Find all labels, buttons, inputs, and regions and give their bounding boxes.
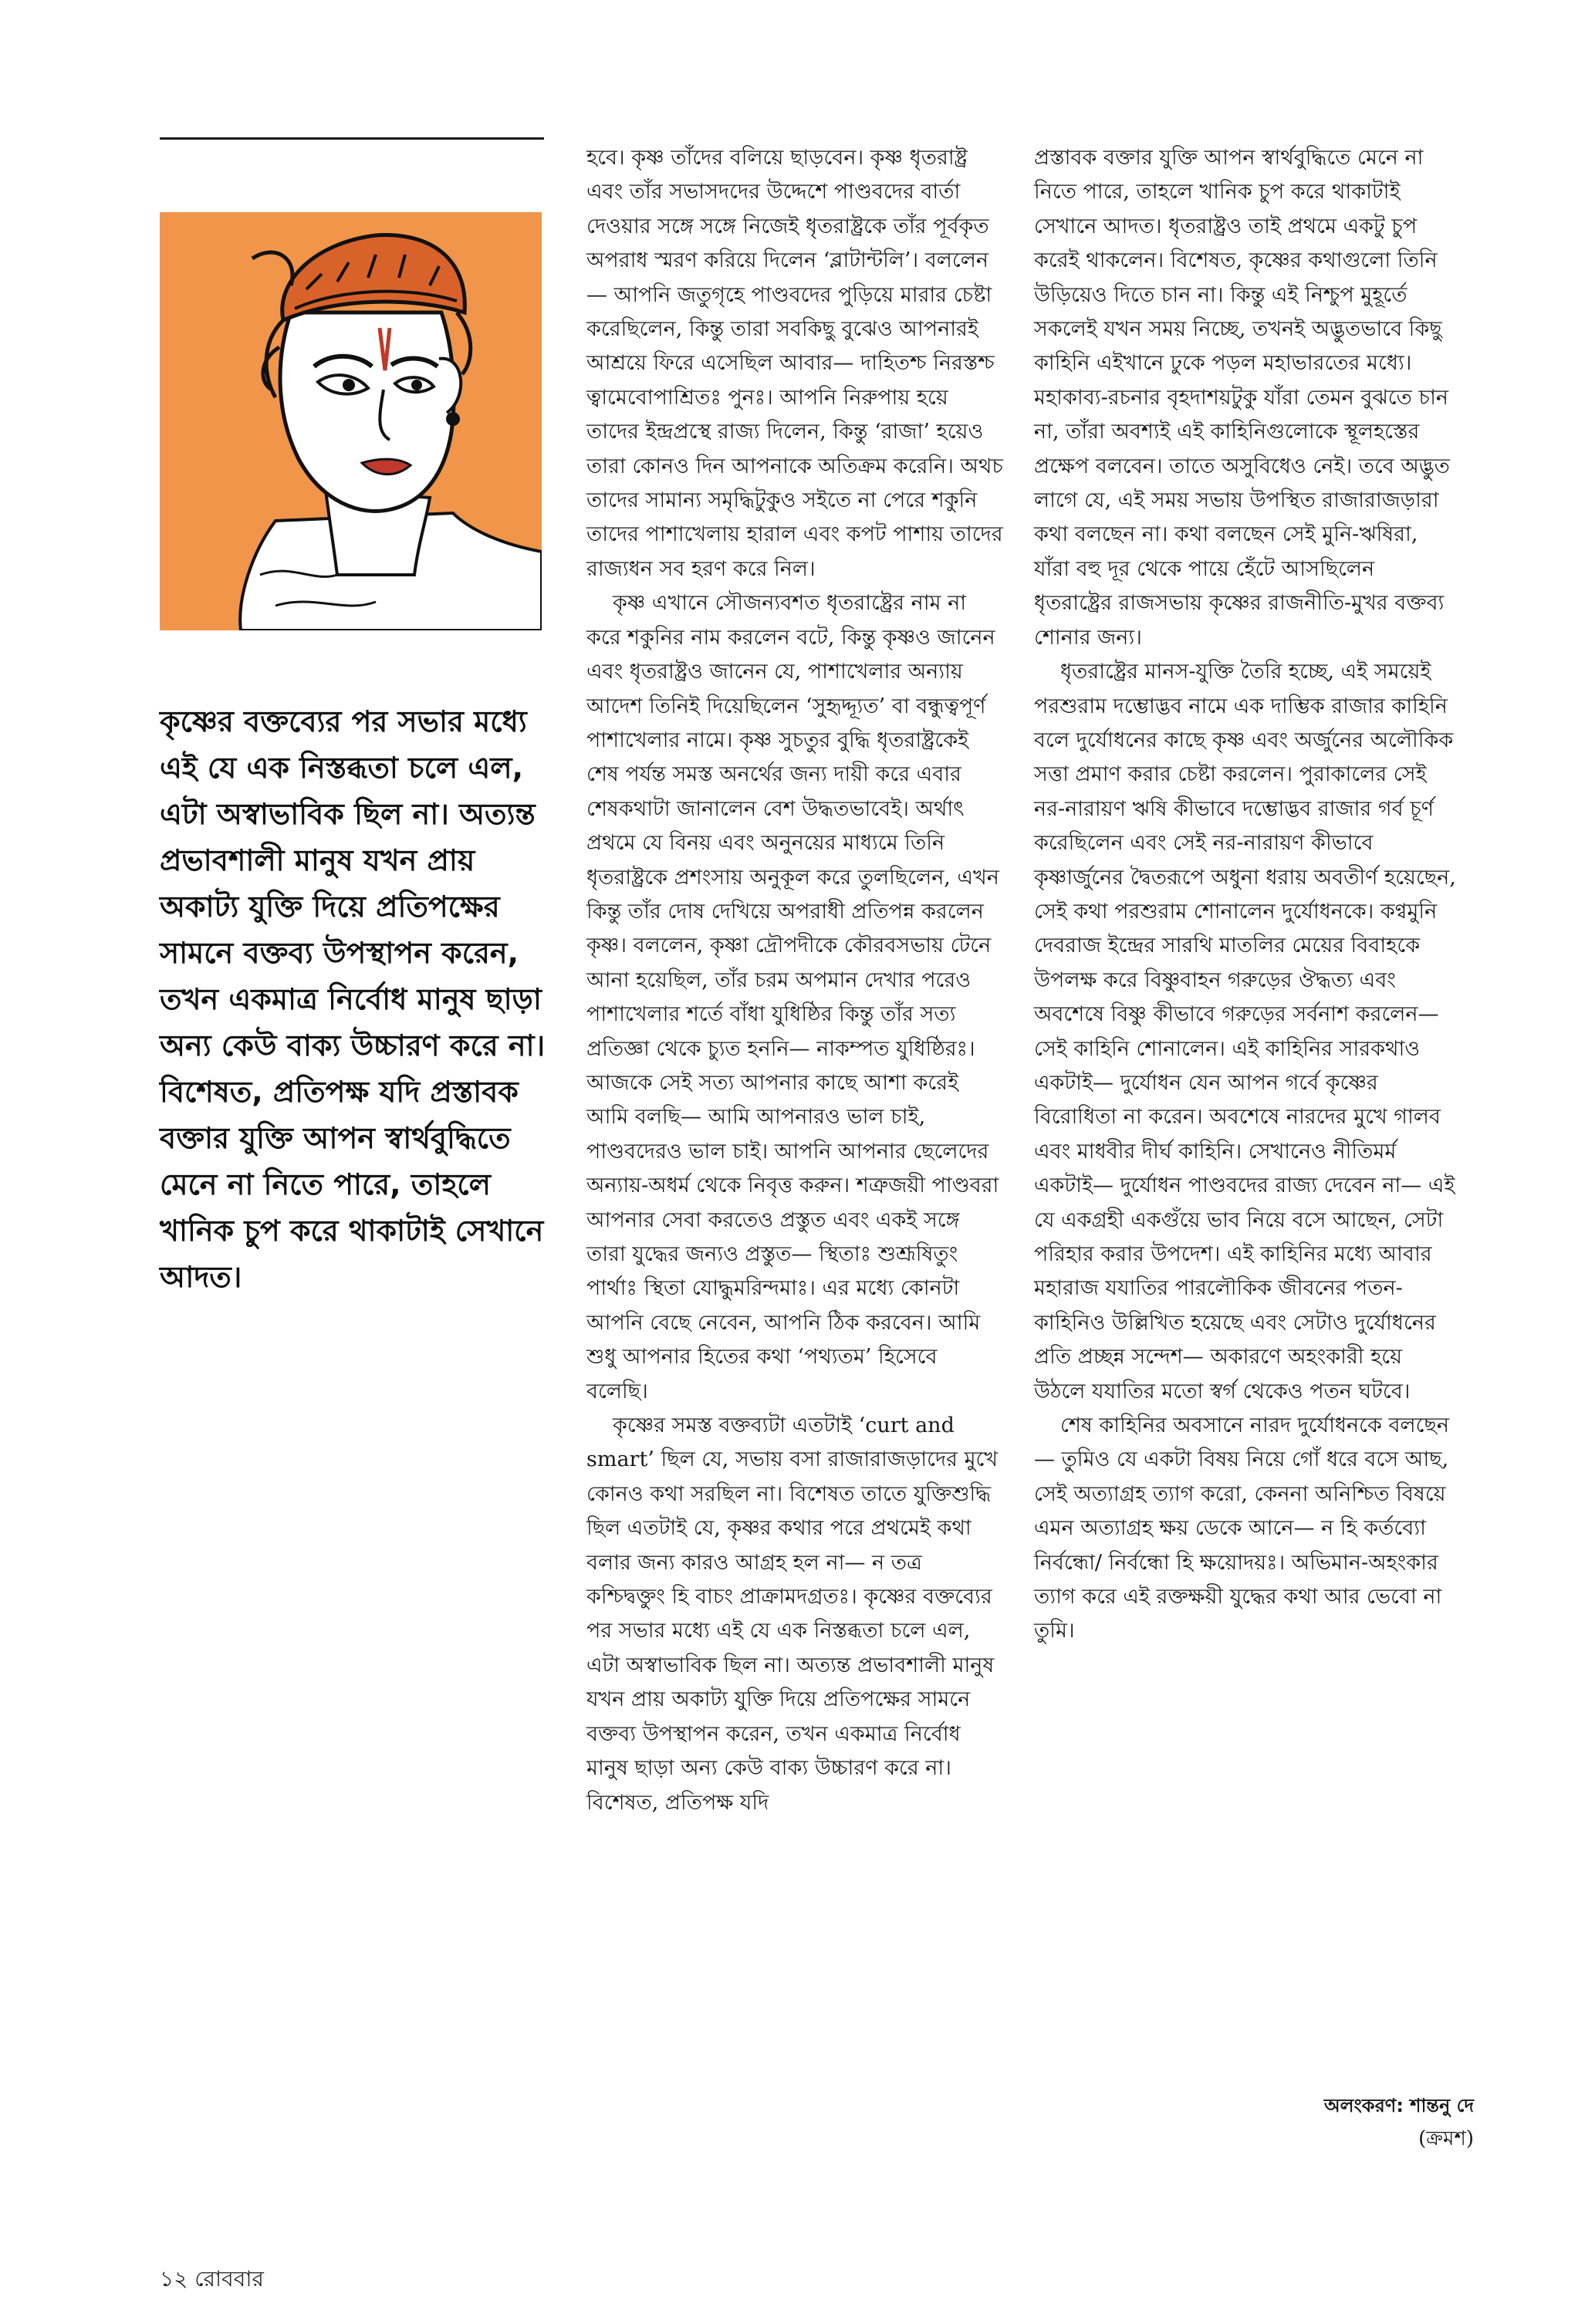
column1-paragraph-2: কৃষ্ণ এখানে সৌজন্যবশত ধৃতরাষ্ট্রের নাম না করে শকুনির নাম করলেন বটে, কিন্তু কৃষ্ণও জানেন এবং ধৃতরাষ্ট্রও জানেন যে, পাশাখেলার অন্যায় আদেশ তিনিই দিয়েছিলেন ‘সুহৃদ্দ্যূত’ বা বন্ধুত্বপূর্ণ পাশাখেলার নামে। কৃষ্ণ সুচতুর বুদ্ধি ধৃতরাষ্ট্রকেই শেষ পর্যন্ত সমস্ত অনর্থের জন্য দায়ী করে এবার শেষকথাটা জানালেন বেশ উদ্ধতভাবেই। অর্থাৎ প্রথমে যে বিনয় এবং অনুনয়ের মাধ্যমে তিনি ধৃতরাষ্ট্রকে প্রশংসায় অনুকূল করে তুলছিলেন, এখন কিন্তু তাঁর দোষ দেখিয়ে অপরাধী প্রতিপন্ন করলেন কৃষ্ণ। বললেন, কৃষ্ণা দ্রৌপদীকে কৌরবসভায় টেনে আনা হয়েছিল, তাঁর চরম অপমান দেখার পরেও পাশাখেলার শর্তে বাঁধা যুধিষ্ঠির কিন্তু তাঁর সত্য প্রতিজ্ঞা থেকে চ্যুত হননি— নাকম্পত যুধিষ্ঠিরঃ। আজকে সেই সত্য আপনার কাছে আশা করেই আমি বলছি— আমি আপনারও ভাল চাই, পাণ্ডবদেরও ভাল চাই। আপনি আপনার ছেলেদের অন্যায়-অধর্ম থেকে নিবৃত্ত করুন। শত্রুজয়ী পাণ্ডবরা আপনার সেবা করতেও প্রস্তুত এবং একই সঙ্গে তারা যুদ্ধের জন্যও প্রস্তুত— স্থিতাঃ শুশ্রূষিতুং পার্থাঃ স্থিতা যোদ্ধুমরিন্দমাঃ। এর মধ্যে কোনটা আপনি বেছে নেবেন, আপনি ঠিক করবেন। আমি শুধু আপনার হিতের কথা ‘পথ্যতম’ হিসেবে বলেছি। [586,591,999,1404]
top-rule [160,137,544,140]
illustration-credit: অলংকরণ: শান্তনু দে [1323,2095,1474,2116]
article-column-2 [1034,141,1458,1649]
column2-paragraph-3: শেষ কাহিনির অবসানে নারদ দুর্যোধনকে বলছেন— তুমিও যে একটা বিষয় নিয়ে গোঁ ধরে বসে আছ, সেই অত্যাগ্রহ ত্যাগ করো, কেননা অনিশ্চিত বিষয়ে এমন অত্যাগ্রহ ক্ষয় ডেকে আনে— ন হি কর্তব্যো নির্বন্ধো/ নির্বন্ধো হি ক্ষয়োদয়ঃ। অভিমান-অহংকার ত্যাগ করে এই রক্তক্ষয়ী যুদ্ধের কথা আর ভেবো না তুমি। [1034,1414,1449,1643]
continued-marker: (ক্রমশ) [1418,2127,1474,2150]
column2-paragraph-1: প্রস্তাবক বক্তার যুক্তি আপন স্বার্থবুদ্ধিতে মেনে না নিতে পারে, তাহলে খানিক চুপ করে থাকাটাই সেখানে আদত। ধৃতরাষ্ট্রও তাই প্রথমে একটু চুপ করেই থাকলেন। বিশেষত, কৃষ্ণের কথাগুলো তিনি উড়িয়েও দিতে চান না। কিন্তু এই নিশ্চুপ মুহূর্তে সকলেই যখন সময় নিচ্ছে, তখনই অদ্ভুতভাবে কিছু কাহিনি এইখানে ঢুকে পড়ল মহাভারতের মধ্যে। মহাকাব্য-রচনার বৃহদাশয়টুকু যাঁরা তেমন বুঝতে চান না, তাঁরা অবশ্যই এই কাহিনিগুলোকে স্থূলহস্তের প্রক্ষেপ বলবেন। তাতে অসুবিধেও নেই। তবে অদ্ভুত লাগে যে, এই সময় সভায় উপস্থিত রাজারাজড়ারা কথা বলছেন না। কথা বলছেন সেই মুনি-ঋষিরা, যাঁরা বহু দূর থেকে পায়ে হেঁটে আসছিলেন ধৃতরাষ্ট্রের রাজসভায় কৃষ্ণের রাজনীতি-মুখর বক্তব্য শোনার জন্য। [1034,146,1450,650]
page-folio: ১২ রোববার [160,2266,264,2292]
pull-quote: কৃষ্ণের বক্তব্যের পর সভার মধ্যে এই যে এক নিস্তব্ধতা চলে এল, এটা অস্বাভাবিক ছিল না। অত্যন্ত প্রভাবশালী মানুষ যখন প্রায় অকাট্য যুক্তি দিয়ে প্রতিপক্ষের সামনে বক্তব্য উপস্থাপন করেন, তখন একমাত্র নির্বোধ মানুষ ছাড়া অন্য কেউ বাক্য উচ্চারণ করে না। বিশেষত, প্রতিপক্ষ যদি প্রস্তাবক বক্তার যুক্তি আপন স্বার্থবুদ্ধিতে মেনে না নিতে পারে, তাহলে খানিক চুপ করে থাকাটাই সেখানে আদত। [160,704,546,1294]
column2-paragraph-2: ধৃতরাষ্ট্রের মানস-যুক্তি তৈরি হচ্ছে, এই সময়েই পরশুরাম দম্ভোদ্ভব নামে এক দাম্ভিক রাজার কাহিনি বলে দুর্যোধনের কাছে কৃষ্ণ এবং অর্জুনের অলৌকিক সত্তা প্রমাণ করার চেষ্টা করলেন। পুরাকালের সেই নর-নারায়ণ ঋষি কীভাবে দম্ভোদ্ভব রাজার গর্ব চূর্ণ করেছিলেন এবং সেই নর-নারায়ণ কীভাবে কৃষ্ণার্জুনের দ্বৈতরূপে অধুনা ধরায় অবতীর্ণ হয়েছেন, সেই কথা পরশুরাম শোনালেন দুর্যোধনকে। কণ্বমুনি দেবরাজ ইন্দ্রের সারথি মাতলির মেয়ের বিবাহকে উপলক্ষ করে বিষ্ণুবাহন গরুড়ের ঔদ্ধত্য এবং অবশেষে বিষ্ণু কীভাবে গরুড়ের সর্বনাশ করলেন— সেই কাহিনি শোনালেন। এই কাহিনির সারকথাও একটাই— দুর্যোধন যেন আপন গর্বে কৃষ্ণের বিরোধিতা না করেন। অবশেষে নারদের মুখে গালব এবং মাধবীর দীর্ঘ কাহিনি। সেখানেও নীতিমর্ম একটাই— দুর্যোধন পাণ্ডবদের রাজ্য দেবেন না— এই যে একগ্রহী একগুঁয়ে ভাব নিয়ে বসে আছেন, সেটা পরিহার করার উপদেশ। এই কাহিনির মধ্যে আবার মহারাজ যযাতির পারলৌকিক জীবনের পতন-কাহিনিও উল্লিখিত হয়েছে এবং সেটাও দুর্যোধনের প্রতি প্রচ্ছন্ন সন্দেশ— অকারণে অহংকারী হয়ে উঠলে যযাতির মতো স্বর্গ থেকেও পতন ঘটবে। [1034,660,1456,1404]
column1-paragraph-3: কৃষ্ণের সমস্ত বক্তব্যটা এতটাই ‘curt and smart’ ছিল যে, সভায় বসা রাজারাজড়াদের মুখে কোনও কথা সরছিল না। বিশেষত তাতে যুক্তিশুদ্ধি ছিল এতটাই যে, কৃষ্ণর কথার পরে প্রথমেই কথা বলার জন্য কারও আগ্রহ হল না— ন তত্র কশ্চিদ্বক্তুং হি বাচং প্রাক্রামদগ্রতঃ। কৃষ্ণের বক্তব্যের পর সভার মধ্যে এই যে এক নিস্তব্ধতা চলে এল, এটা অস্বাভাবিক ছিল না। অত্যন্ত প্রভাবশালী মানুষ যখন প্রায় অকাট্য যুক্তি দিয়ে প্রতিপক্ষের সামনে বক্তব্য উপস্থাপন করেন, তখন একমাত্র নির্বোধ মানুষ ছাড়া অন্য কেউ বাক্য উচ্চারণ করে না। বিশেষত, প্রতিপক্ষ যদি [586,1414,999,1815]
krishna-illustration [160,212,542,630]
article-column-1 [586,141,1003,1820]
column1-paragraph-1: হবে। কৃষ্ণ তাঁদের বলিয়ে ছাড়বেন। কৃষ্ণ ধৃতরাষ্ট্র এবং তাঁর সভাসদদের উদ্দেশে পাণ্ডবদের বার্তা দেওয়ার সঙ্গে সঙ্গে নিজেই ধৃতরাষ্ট্রকে তাঁর পূর্বকৃত অপরাধ স্মরণ করিয়ে দিলেন ‘ব্লাটান্টলি’। বললেন— আপনি জতুগৃহে পাণ্ডবদের পুড়িয়ে মারার চেষ্টা করেছিলেন, কিন্তু তারা সবকিছু বুঝেও আপনারই আশ্রয়ে ফিরে এসেছিল আবার— দাহিতশ্চ নিরস্তশ্চ ত্বামেবোপাশ্রিতঃ পুনঃ। আপনি নিরুপায় হয়ে তাদের ইন্দ্রপ্রস্থে রাজ্য দিলেন, কিন্তু ‘রাজা’ হয়েও তারা কোনও দিন আপনাকে অতিক্রম করেনি। অথচ তাদের সামান্য সমৃদ্ধিটুকুও সইতে না পেরে শকুনি তাদের পাশাখেলায় হারাল এবং কপট পাশায় তাদের রাজ্যধন সব হরণ করে নিল। [586,146,1003,581]
